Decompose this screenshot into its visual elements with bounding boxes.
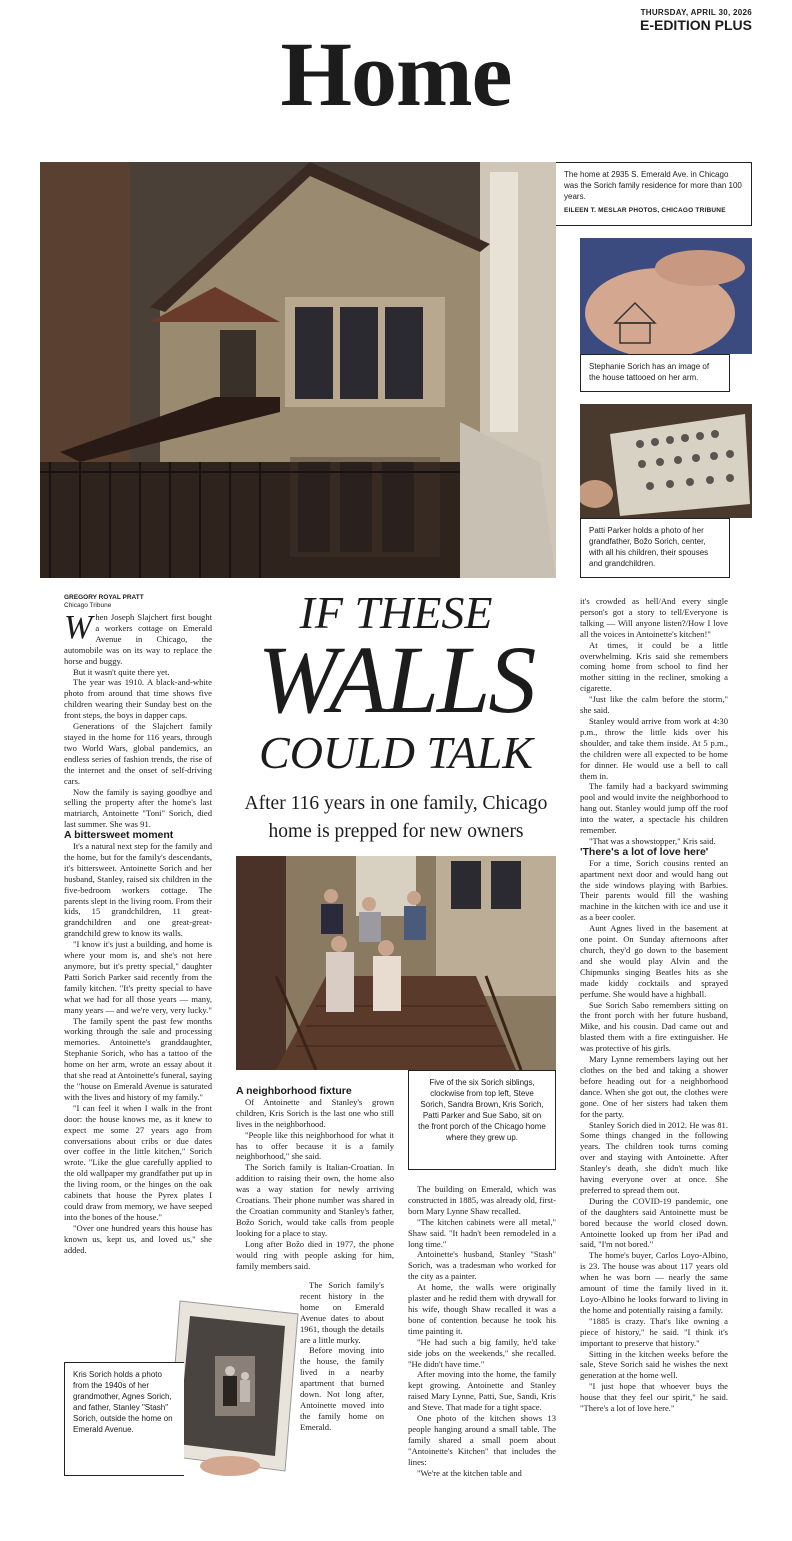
main-house-photo [40, 162, 556, 578]
tattoo-illustration [580, 238, 752, 354]
family-photo-held [580, 404, 752, 518]
paragraph: Long after Božo died in 1977, the phone would ring with people asking for him, family members said. [236, 1238, 394, 1271]
paragraph: The building on Emerald, which was constructed in 1885, was already old, first-born Mary Lynne Shaw recalled. [408, 1184, 556, 1216]
subhead: A bittersweet moment [64, 829, 174, 842]
paragraph: Now the family is saying goodbye and selling the property after the home's last matriarch, Antoinette "Toni" Sorich, died last summer. She was 91. [64, 786, 212, 830]
paragraph: The Sorich family's recent history in the home on Emerald Avenue dates to about 1961, though the details are a little murky. [300, 1280, 384, 1345]
paragraph: Aunt Agnes lived in the basement at one point. On Sunday afternoons after church, they'd go down to the basement and she would play Alvin and the Chipmunks singing Beatles hits as she made kiddy cocktails and sprayed perfume. She would have a highball. [580, 923, 728, 999]
edition-label: E-EDITION PLUS [639, 17, 752, 33]
paragraph: Sue Sorich Sabo remembers sitting on the front porch with her future husband, Mike, and his cousin. Dad came out and blasted them with a fire extinguisher. He was protective of his girls. [580, 999, 728, 1054]
headline-line-1: IF THESE [299, 587, 493, 638]
article-column-1 [64, 609, 213, 1255]
paragraph: "He had such a big family, he'd take side jobs on the weekends," she recalled. "He didn't have time." [408, 1336, 556, 1369]
issue-date: THURSDAY, APRIL 30, 2026 [640, 8, 752, 17]
headline-line-3: COULD TALK [259, 727, 533, 778]
byline [64, 594, 214, 610]
drop-cap: W [64, 609, 93, 646]
paragraph: "People like this neighborhood for what it has to offer because it is a family neighborhood," she said. [236, 1129, 394, 1162]
old-photo-illustration [580, 404, 752, 518]
section-title: Home [280, 23, 512, 125]
photo-credit: EILEEN T. MESLAR PHOTOS, CHICAGO TRIBUNE [564, 207, 726, 214]
siblings-illustration [236, 856, 556, 1070]
siblings-photo [236, 856, 556, 1070]
tattoo-photo [580, 238, 752, 354]
paragraph: Antoinette's husband, Stanley "Stash" Sorich, was a tradesman who worked for the city as a painter. [408, 1249, 556, 1282]
paragraph: The year was 1910. A black-and-white photo from around that time shows five children wearing their Sunday best on the front steps, the boys in dapper caps. [64, 677, 212, 721]
kris-caption-text: Kris Sorich holds a photo from the 1940s of her grandmother, Agnes Sorich, and father, Stanley "Stash" Sorich, outside the home on Emerald Avenue. [73, 1370, 173, 1434]
subhead: A neighborhood fixture [236, 1085, 352, 1097]
paragraph: The family spent the past few months working through the sale and processing memories. Antoinette's granddaughter, Stephanie Sorich, who has a tattoo of the home on her arm, wrote an essay about it that she read at Antoinette's funeral, saying the "house on Emerald Avenue is saturated with the lives and history of my family." [64, 1015, 212, 1102]
paragraph: Stanley Sorich died in 2012. He was 81. Some things changed in the following years. The children took turns coming over and staying with Antoinette. After Stanley's death, she didn't much like having everyone over at once. She preferred to spread them out. [580, 1119, 728, 1195]
article-column-2 [236, 1086, 394, 1271]
byline-name: GREGORY ROYAL PRATT [64, 594, 144, 601]
headline-line-2: WALLS [257, 626, 535, 733]
paragraph: it's crowded as hell/And every single person's got a story to tell/Everyone is talking — Will anyone listen?/How I love all the voices in Antoinette's kitchen!" [580, 596, 728, 639]
family-photo-caption-text: Patti Parker holds a photo of her grandfather, Božo Sorich, center, with all his children, their spouses and grandchildren. [589, 526, 709, 568]
main-caption-text: The home at 2935 S. Emerald Ave. in Chicago was the Sorich family residence for more than 100 years. [564, 170, 742, 201]
paragraph: One photo of the kitchen shows 13 people hanging around a small table. The family shared a small poem about "Antoinette's Kitchen" that includes the lines: [408, 1413, 556, 1467]
paragraph: "I can feel it when I walk in the front door: the house knows me, as it knew to expect me some 27 years ago from conversations about cribs or due dates over coffee in the little kitchen," Sorich wrote. "Like the glue carefully applied to the old wallpaper my grandfather put up in the living room, or the hinges on the oak cabinets that house the Pyrex plates I could draw from memory, we have seeped into the bones of the house." [64, 1102, 212, 1222]
paragraph: During the COVID-19 pandemic, one of the daughters said Antoinette must be bored because the world closed down. Antoinette looked up from her iPad and said, "I'm not bored." [580, 1195, 728, 1250]
siblings-caption [408, 1070, 556, 1170]
headline-dek: After 116 years in one family, Chicago home is prepped for new owners [244, 793, 548, 842]
article-column-3 [408, 1184, 556, 1478]
paragraph: "We're at the kitchen table and [417, 1467, 522, 1478]
paragraph: Generations of the Slajchert family stayed in the home for 116 years, through two World Wars, global pandemics, an endless series of fashion trends, the rise of the internet and the onset of self-driving cars. [64, 721, 212, 786]
tattoo-caption [580, 354, 730, 392]
article-column-2-lower [300, 1280, 384, 1433]
paragraph: "I just hope that whoever buys the house that they feel our spirit," he said. "There's a lot of love here." [580, 1381, 728, 1414]
paragraph: "1885 is crazy. That's like owning a piece of history," he said. "I think it's important to preserve that history." [580, 1315, 728, 1348]
paragraph: For a time, Sorich cousins rented an apartment next door and would hang out the side windows playing with Barbies. Their parents would fill the washing machine in the kitchen with ice and use it as a beer cooler. [580, 857, 728, 923]
paragraph: At home, the walls were originally plaster and he redid them with drywall for his wife, though Shaw recalled it was a bone of contention because he took his time painting it. [408, 1282, 556, 1336]
paragraph: Sitting in the kitchen weeks before the sale, Steve Sorich said he wishes the next generation at the home well. [580, 1348, 728, 1381]
paragraph: Before moving into the house, the family lived in a nearby apartment that burned down. Not long after, Antoinette moved into the family home on Emerald. [300, 1345, 384, 1432]
byline-org: Chicago Tribune [64, 602, 112, 609]
paragraph: Mary Lynne remembers laying out her clothes on the bed and taking a shower before heading out for a neighborhood dance. When she got out, the clothes were gone. One of her sisters had taken them for the party. [580, 1054, 728, 1119]
paragraph: It's a natural next step for the family and the home, but for the family's descendants, it's bittersweet. Antoinette Sorich and her husband, Stanley, raised six children in the five-bedroom workers cottage. The parents slept in the living room. From their kids, 15 grandchildren, 11 great-grandchildren and one great-great-grandchild grew to know its walls. [64, 841, 213, 939]
paragraph: "I know it's just a building, and home is where your mom is, and she's not here anymore, but it's pretty special," daughter Patti Sorich Parker said recently from the family kitchen. "It's pretty special to have what we had for all those years — many, many years — and we're very, very lucky." [64, 939, 212, 1015]
house-illustration [40, 162, 556, 578]
kris-photo-caption [64, 1362, 184, 1476]
paragraph: At times, it could be a little overwhelming. Kris said she remembers coming home from school to find her mother sitting in the recliner, smoking a cigarette. [580, 639, 728, 694]
paragraph: Of Antoinette and Stanley's grown children, Kris Sorich is the last one who still lives in the neighborhood. [236, 1096, 394, 1129]
paragraph: After moving into the home, the family kept growing. Antoinette and Stanley raised Mary Lynne, Patti, Sue, Sandi, Kris and Steve. That made for a tight space. [408, 1369, 556, 1413]
paragraph: "That was a showstopper," Kris said. [589, 835, 716, 846]
paragraph: hen Joseph Slajchert first bought a workers cottage on Emerald Avenue in Chicago, the automobile was on its way to replace the horse and buggy. [64, 612, 212, 666]
paragraph: But it wasn't quite there yet. [73, 666, 170, 677]
siblings-caption-text: Five of the six Sorich siblings, clockwise from top left, Steve Sorich, Sandra Brown, Kris Sorich, Patti Parker and Sue Sabo, sit on the front porch of the Chicago home where they grew up. [418, 1078, 546, 1142]
paragraph: The family had a backyard swimming pool and would invite the neighborhood to hang out. Stanley would jump off the roof into the water, a spectacle his children remember. [580, 781, 728, 836]
article-column-4 [580, 596, 728, 1414]
paragraph: The Sorich family is Italian-Croatian. In addition to raising their own, the home also was a way station for newly arriving Croatians. Their phone number was shared in the Croatian community and Stanley's father, Božo Sorich, would take calls from people looking for a place to stay. [236, 1162, 394, 1238]
subhead: 'There's a lot of love here' [580, 845, 709, 858]
paragraph: "The kitchen cabinets were all metal," Shaw said. "It hadn't been remodeled in a long time." [408, 1216, 556, 1249]
family-photo-caption [580, 518, 730, 578]
tattoo-caption-text: Stephanie Sorich has an image of the house tattooed on her arm. [589, 362, 710, 382]
paragraph: The home's buyer, Carlos Loyo-Albino, is 23. The house was about 117 years old when he was born — nearly the same amount of time the family lived in it. Loyo-Albino he looks forward to living in the home and potentially raising a family. [580, 1250, 728, 1315]
paragraph: "Just like the calm before the storm," she said. [580, 694, 728, 716]
paragraph: Stanley would arrive from work at 4:30 p.m., throw the little kids over his shoulder, and take them inside. At 5 p.m., the children were all expected to be home for dinner. He would use a bell to call them in. [580, 715, 728, 781]
main-photo-caption [556, 162, 752, 226]
paragraph: "Over one hundred years this house has known us, kept us, and loved us," she added. [64, 1222, 212, 1255]
